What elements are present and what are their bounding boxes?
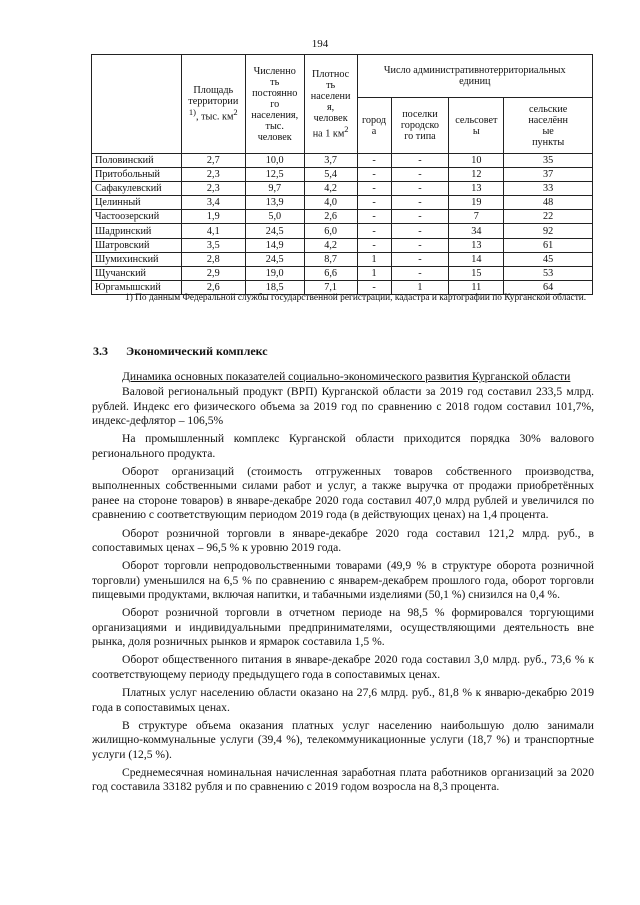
district-name: Притобольный [92,168,182,182]
density-value: 4,0 [304,196,357,210]
urban-settlements-value: - [391,224,449,238]
population-value: 18,5 [245,280,304,294]
density-value: 5,4 [304,168,357,182]
urban-settlements-value: - [391,238,449,252]
selsovets-value: 10 [449,154,504,168]
table-row [92,224,593,238]
section-body [92,370,594,799]
page-number: 194 [311,38,329,50]
rural-settlements-value: 61 [504,238,593,252]
district-name: Шумихинский [92,252,182,266]
table-row [92,210,593,224]
density-value: 6,6 [304,266,357,280]
urban-settlements-value: - [391,252,449,266]
header-admin-units: Число административнотерриториальных единиц [357,55,592,98]
header-rural-settlements: сельские населённ ые пункты [504,98,593,154]
selsovets-value: 7 [449,210,504,224]
area-value: 2,3 [181,182,245,196]
cities-value: - [357,168,391,182]
paragraph-catering: Оборот общественного питания в январе-декабре 2020 года составил 3,0 млрд. руб., 73,6 % к соответствующему периоду предыдущего года в сопоставимых ценах. [92,653,594,681]
district-name: Сафакулевский [92,182,182,196]
area-value: 2,3 [181,168,245,182]
district-name: Шатровский [92,238,182,252]
subsection-heading: Динамика основных показателей социально-экономического развития Курганской области [122,370,571,383]
population-value: 14,9 [245,238,304,252]
area-value: 2,9 [181,266,245,280]
table-row [92,182,593,196]
population-value: 9,7 [245,182,304,196]
population-value: 5,0 [245,210,304,224]
paragraph-paid-services: Платных услуг населению области оказано на 27,6 млрд. руб., 81,8 % к январю-декабрю 2019 года в сопоставимых ценах. [92,686,594,714]
density-value: 8,7 [304,252,357,266]
urban-settlements-value: - [391,182,449,196]
cities-value: - [357,154,391,168]
district-name: Шадринский [92,224,182,238]
selsovets-value: 13 [449,238,504,252]
population-value: 10,0 [245,154,304,168]
selsovets-value: 14 [449,252,504,266]
district-name: Частоозерский [92,210,182,224]
cities-value: - [357,238,391,252]
table-row [92,252,593,266]
area-value: 2,7 [181,154,245,168]
density-value: 6,0 [304,224,357,238]
density-value: 7,1 [304,280,357,294]
selsovets-value: 11 [449,280,504,294]
cities-value: - [357,280,391,294]
selsovets-value: 34 [449,224,504,238]
selsovets-value: 13 [449,182,504,196]
cities-value: 1 [357,252,391,266]
area-value: 1,9 [181,210,245,224]
urban-settlements-value: - [391,210,449,224]
population-value: 24,5 [245,224,304,238]
table-footnote: 1) По данным Федеральной службы государственной регистрации, кадастра и картографии по Курганской области. [125,293,587,303]
urban-settlements-value: - [391,196,449,210]
rural-settlements-value: 37 [504,168,593,182]
paragraph-industry: На промышленный комплекс Курганской области приходится порядка 30% валового регионального продукта. [92,432,594,460]
rural-settlements-value: 92 [504,224,593,238]
paragraph-retail-structure: Оборот розничной торговли в отчетном периоде на 98,5 % формировался торгующими организациями и индивидуальными предпринимателями, осуществляющими деятельность вне рынка, доля розничных рынков и ярмарок составила 1,5 %. [92,606,594,648]
population-value: 12,5 [245,168,304,182]
urban-settlements-value: - [391,154,449,168]
district-name: Половинский [92,154,182,168]
paragraph-grp: Валовой региональный продукт (ВРП) Курганской области за 2019 год составил 233,5 млрд. рублей. Индекс его физического объема за 2019 год по сравнению с 2018 годом составил 101,7%, индекс-дефлятор – 106,5% [92,385,594,427]
table-row [92,168,593,182]
paragraph-turnover: Оборот организаций (стоимость отгруженных товаров собственного производства, выполненных собственными силами работ и услуг, а также выручка от продажи приобретённых ранее на стороне товаров) в январе-декабре 2020 года составил 407,0 млрд рублей и увеличился по сравнению с соответствующим периодом 2019 года (в действующих ценах) на 1,4 процента. [92,465,594,522]
cities-value: 1 [357,266,391,280]
header-density: Плотнос ть населени я, человек на 1 $км^2$ [304,55,357,154]
area-value: 2,8 [181,252,245,266]
cities-value: - [357,224,391,238]
population-value: 13,9 [245,196,304,210]
urban-settlements-value: - [391,266,449,280]
selsovets-value: 12 [449,168,504,182]
rural-settlements-value: 22 [504,210,593,224]
table-row [92,266,593,280]
header-selsovets: сельсовет ы [449,98,504,154]
selsovets-value: 15 [449,266,504,280]
district-name: Щучанский [92,266,182,280]
urban-settlements-value: - [391,168,449,182]
area-value: 4,1 [181,224,245,238]
section-title: Экономический комплекс [126,344,268,358]
header-urban-settlements: поселки городско го типа [391,98,449,154]
density-value: 3,7 [304,154,357,168]
header-area: Площадь территории $^{1)}$, тыс. $км^2$ [181,55,245,154]
area-value: 3,4 [181,196,245,210]
area-value: 2,6 [181,280,245,294]
population-value: 24,5 [245,252,304,266]
rural-settlements-value: 35 [504,154,593,168]
paragraph-salary: Среднемесячная номинальная начисленная заработная плата работников организаций за 2020 год составила 33182 рубля и по сравнению с 2019 годом возросла на 8,3 процента. [92,766,594,794]
paragraph-nonfood: Оборот торговли непродовольственными товарами (49,9 % в структуре оборота розничной торговли) уменьшился на 6,5 % по сравнению с январем-декабрем прошлого года, оборот торговли пищевыми продуктами, включая напитки, и табачными изделиями (50,1 %) снизился на 0,4 %. [92,559,594,601]
table-row [92,196,593,210]
district-name: Целинный [92,196,182,210]
section-number: 3.3 [93,344,108,358]
section-heading [93,344,268,359]
header-cities: город а [357,98,391,154]
urban-settlements-value: 1 [391,280,449,294]
density-value: 4,2 [304,238,357,252]
rural-settlements-value: 33 [504,182,593,196]
cities-value: - [357,182,391,196]
cities-value: - [357,210,391,224]
density-value: 4,2 [304,182,357,196]
area-value: 3,5 [181,238,245,252]
selsovets-value: 19 [449,196,504,210]
table-row [92,154,593,168]
cities-value: - [357,196,391,210]
rural-settlements-value: 64 [504,280,593,294]
rural-settlements-value: 53 [504,266,593,280]
table-row [92,238,593,252]
district-name: Юргамышский [92,280,182,294]
header-population: Численно ть постоянно го населения, тыс. человек [245,55,304,154]
density-value: 2,6 [304,210,357,224]
header-district [92,55,182,154]
rural-settlements-value: 48 [504,196,593,210]
population-value: 19,0 [245,266,304,280]
rural-settlements-value: 45 [504,252,593,266]
paragraph-retail: Оборот розничной торговли в январе-декабре 2020 года составил 121,2 млрд. руб., в сопоставимых ценах – 96,5 % к уровню 2019 года. [92,526,594,554]
districts-table [91,54,593,295]
paragraph-services-structure: В структуре объема оказания платных услуг населению наибольшую долю занимали жилищно-коммунальные услуги (39,4 %), телекоммуникационные услуги (18,7 %) и транспортные услуги (12,5 %). [92,719,594,761]
